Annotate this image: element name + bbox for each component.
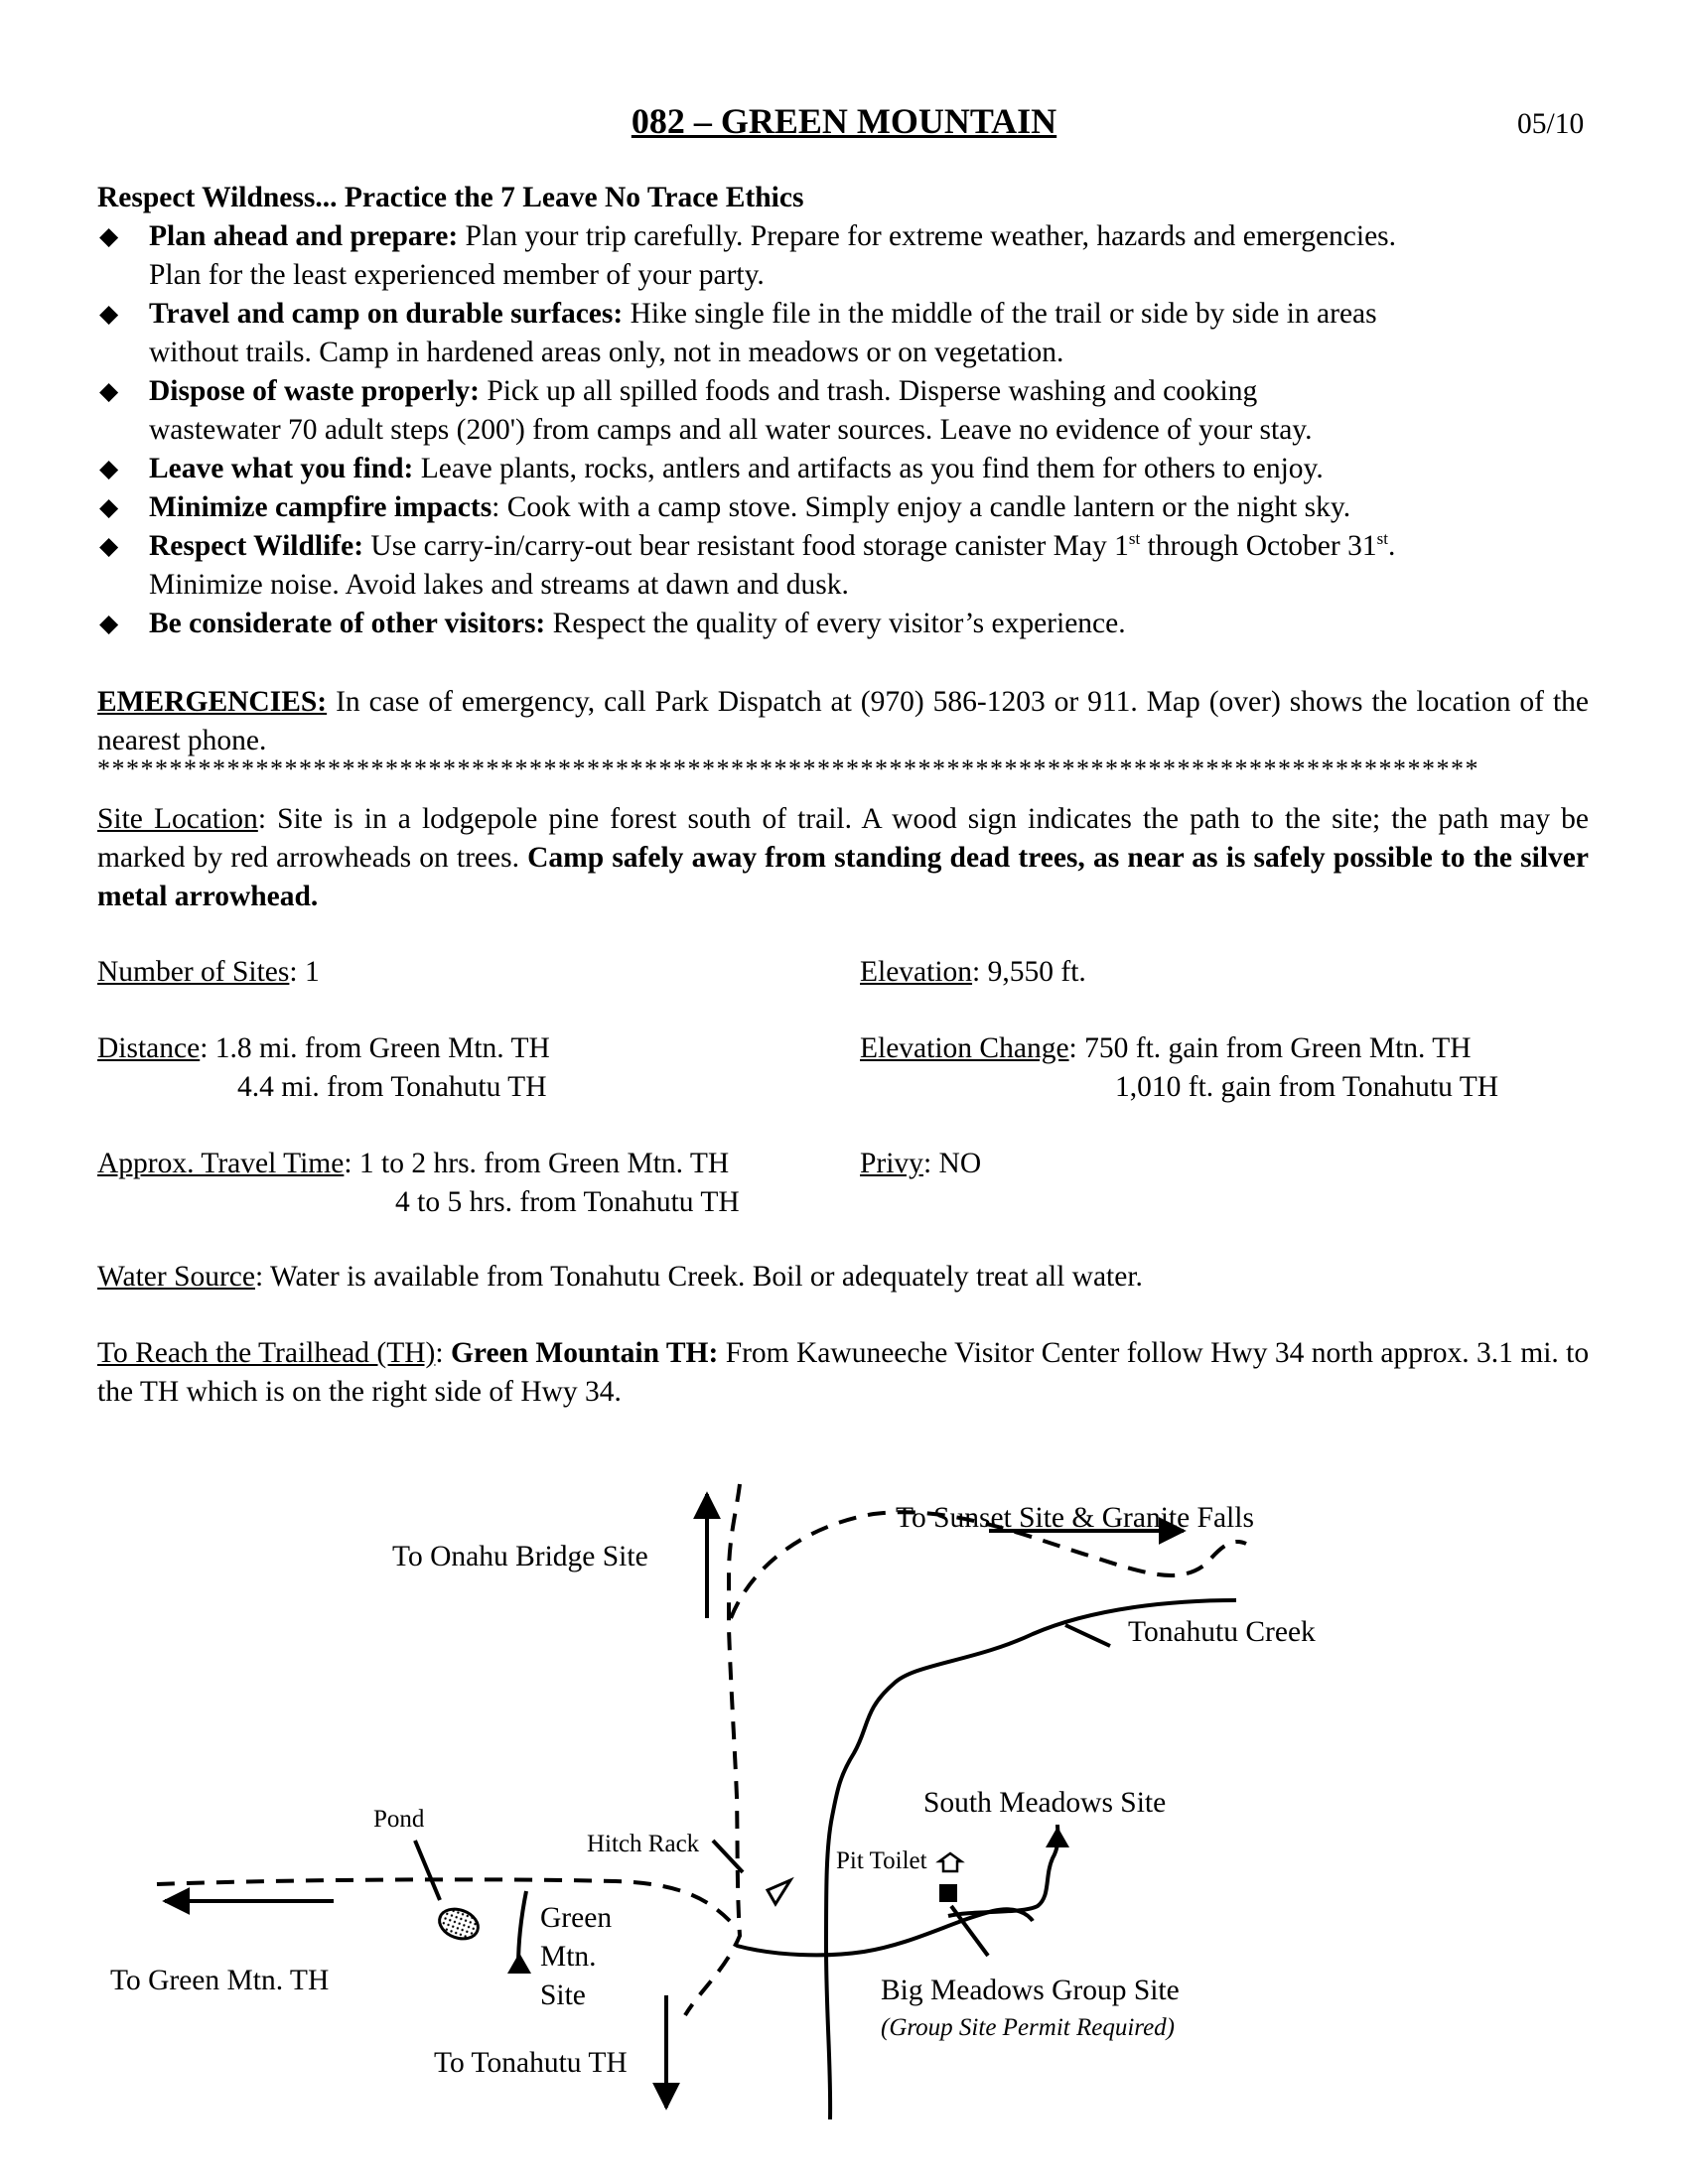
map-label-south-meadows: South Meadows Site (923, 1787, 1167, 1819)
elevation-value: : 9,550 ft. (972, 956, 1086, 988)
list-item-title: Minimize campfire impacts (149, 491, 492, 523)
list-item-title: Respect Wildlife: (149, 530, 364, 562)
hitch-rack-icon (768, 1880, 790, 1904)
list-item-title: Dispose of waste properly: (149, 375, 480, 407)
privy-label: Privy (860, 1148, 923, 1179)
list-item-text: without trails. Camp in hardened areas only, not in meadows or on vegetation. (149, 337, 1064, 368)
elevation-label: Elevation (860, 956, 973, 988)
list-item-text: Hike single file in the middle of the trail or side by side in areas (623, 298, 1377, 330)
diamond-bullet-icon: ◆ (99, 533, 119, 560)
ordinal-suffix: st (1128, 529, 1141, 549)
distance-value: : 1.8 mi. from Green Mtn. TH (200, 1032, 550, 1064)
water-source-label: Water Source (97, 1261, 255, 1293)
trailhead-name: Green Mountain TH: (450, 1337, 719, 1369)
map-label-big-meadows: Big Meadows Group Site (881, 1975, 1180, 2006)
pond-icon (435, 1904, 482, 1944)
privy-value: : NO (922, 1148, 982, 1179)
lnt-heading: Respect Wildness... Practice the 7 Leave No Trace Ethics (97, 182, 804, 213)
number-of-sites-label: Number of Sites (97, 956, 290, 988)
list-item-title: Travel and camp on durable surfaces: (149, 298, 624, 330)
travel-time-label: Approx. Travel Time (97, 1148, 345, 1179)
elevation-change-value-2: 1,010 ft. gain from Tonahutu TH (1115, 1071, 1499, 1103)
group-site-icon (939, 1884, 957, 1902)
page-title: 082 – GREEN MOUNTAIN (631, 101, 1057, 141)
map-label-onahu: To Onahu Bridge Site (392, 1541, 648, 1572)
emergencies-text: In case of emergency, call Park Dispatch at (970) 586-1203 or 911. Map (over) shows the location of the nearest phone. (97, 686, 1589, 756)
list-item-text: Minimize noise. Avoid lakes and streams at dawn and dusk. (149, 569, 849, 601)
map-label-sunset: To Sunset Site & Granite Falls (896, 1502, 1254, 1534)
revision-date: 05/10 (1517, 108, 1585, 140)
diamond-bullet-icon: ◆ (99, 611, 119, 637)
list-item-text: Use carry-in/carry-out bear resistant food storage canister May 1 (363, 530, 1129, 562)
list-item-title: Plan ahead and prepare: (149, 220, 459, 252)
ordinal-suffix: st (1376, 529, 1388, 549)
list-item-text: Plan for the least experienced member of your party. (149, 259, 765, 291)
elevation-change-label: Elevation Change (860, 1032, 1069, 1064)
emergencies-label: EMERGENCIES: (97, 686, 328, 718)
site-location-label: Site Location (97, 803, 258, 835)
pond-leader (415, 1841, 440, 1900)
map-label-tonahutu-th: To Tonahutu TH (434, 2047, 628, 2079)
list-item-title: Be considerate of other visitors: (149, 608, 546, 639)
campsite-triangle-icon (1046, 1827, 1069, 1847)
diamond-bullet-icon: ◆ (99, 456, 119, 482)
water-source-text: : Water is available from Tonahutu Creek. Boil or adequately treat all water. (254, 1261, 1143, 1293)
list-item-text: Pick up all spilled foods and trash. Disperse washing and cooking (479, 375, 1258, 407)
site-location-warning: Camp safely away from standing dead trees, as near as is safely possible to the silver metal arrowhead. (97, 842, 1589, 912)
elevation-change-value: : 750 ft. gain from Green Mtn. TH (1068, 1032, 1472, 1064)
meadows-trail (737, 1909, 1033, 1955)
distance-value-2: 4.4 mi. from Tonahutu TH (237, 1071, 547, 1103)
map-label-green-mtn-site: Site (540, 1979, 586, 2011)
trailhead-text: : (435, 1337, 451, 1369)
map-label-green-mtn-site: Green (540, 1902, 613, 1934)
south-meadows-spur (948, 1825, 1058, 1916)
list-item-title: Leave what you find: (149, 453, 414, 484)
list-item-text: through October 31 (1140, 530, 1377, 562)
north-trail (685, 1484, 740, 2015)
list-item-text: : Cook with a camp stove. Simply enjoy a candle lantern or the night sky. (492, 491, 1351, 523)
diamond-bullet-icon: ◆ (99, 301, 119, 328)
map-label-green-mtn-site: Mtn. (540, 1941, 597, 1973)
trailhead-label: To Reach the Trailhead (TH) (97, 1337, 436, 1369)
list-item-text: Plan your trip carefully. Prepare for extreme weather, hazards and emergencies. (458, 220, 1397, 252)
travel-time-value-2: 4 to 5 hrs. from Tonahutu TH (395, 1186, 740, 1218)
separator: ************************************************************************************************ (97, 754, 1479, 783)
number-of-sites-value: : 1 (289, 956, 320, 988)
diamond-bullet-icon: ◆ (99, 378, 119, 405)
campsite-triangle-icon (507, 1953, 531, 1974)
diamond-bullet-icon: ◆ (99, 223, 119, 250)
map-label-hitch-rack: Hitch Rack (587, 1831, 700, 1857)
map-label-creek: Tonahutu Creek (1128, 1616, 1316, 1648)
creek-leader (1065, 1625, 1110, 1646)
map-label-pit-toilet: Pit Toilet (836, 1847, 927, 1874)
list-item-text: . (1387, 530, 1396, 562)
map-label-pond: Pond (373, 1806, 425, 1833)
site-location-text: : Site is in a lodgepole pine forest south of trail. A wood sign indicates the path to the site; the path may be marked by red arrowheads on trees. (97, 803, 1589, 874)
list-item-text: wastewater 70 adult steps (200') from camps and all water sources. Leave no evidence of your stay. (149, 414, 1313, 446)
distance-label: Distance (97, 1032, 201, 1064)
map-label-green-mtn-th: To Green Mtn. TH (110, 1965, 330, 1996)
trailhead-directions: From Kawuneeche Visitor Center follow Hwy 34 north approx. 3.1 mi. to the TH which is on the right side of Hwy 34. (97, 1337, 1590, 1408)
diamond-bullet-icon: ◆ (99, 494, 119, 521)
list-item-text: Respect the quality of every visitor’s experience. (545, 608, 1126, 639)
travel-time-value: : 1 to 2 hrs. from Green Mtn. TH (344, 1148, 730, 1179)
pit-toilet-icon (939, 1853, 961, 1871)
list-item-text: Leave plants, rocks, antlers and artifacts as you find them for others to enjoy. (413, 453, 1324, 484)
map-label-group-permit: (Group Site Permit Required) (881, 2014, 1175, 2041)
